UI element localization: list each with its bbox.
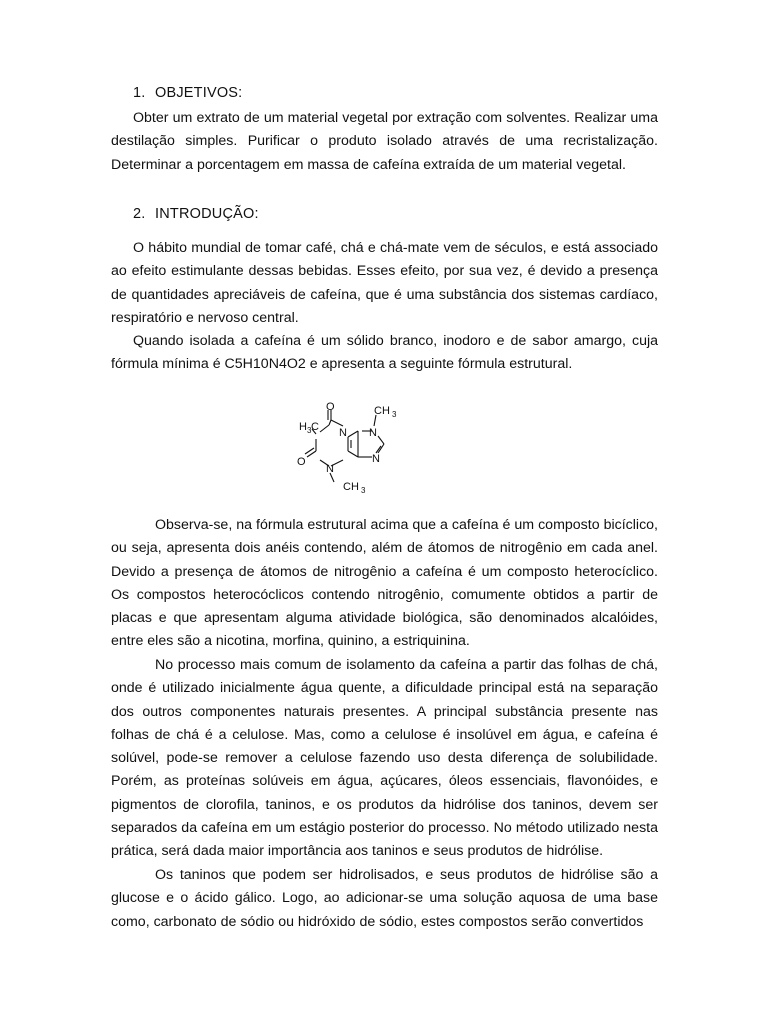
nitrogen-3: N <box>326 463 334 475</box>
nitrogen-9: N <box>372 453 380 465</box>
methyl-bottom-ch: CH <box>343 481 359 493</box>
section-2-title: INTRODUÇÃO: <box>155 206 259 222</box>
nitrogen-7: N <box>369 427 377 439</box>
methyl-top-ch: CH <box>374 405 390 417</box>
nitrogen-1: N <box>339 427 347 439</box>
intro-paragraph-1: O hábito mundial de tomar café, chá e chá-mate vem de séculos, e está associado ao efeito estimulante dessas bebidas. Esses efeito, por sua vez, é devido a presença de quantidades apreciáveis de cafeína, que é uma substância dos sistemas cardíaco, respiratório e nervoso central. <box>111 240 658 326</box>
intro-paragraph-5: Os taninos que podem ser hidrolisados, e seus produtos de hidrólise são a glucose e o ácido gálico. Logo, ao adicionar-se uma solução aquosa de uma base como, carbonato de sódio ou hidróxido de sódio, estes compostos serão convertidos <box>111 867 658 930</box>
section-2-number: 2. <box>133 206 146 222</box>
caffeine-structural-formula <box>296 398 426 498</box>
section-1-number: 1. <box>133 85 146 101</box>
intro-paragraph-3: Observa-se, na fórmula estrutural acima que a cafeína é um composto bicíclico, ou seja, apresenta dois anéis contendo, além de átomos de nitrogênio em cada anel. Devido a presença de átomos de nitrogênio a cafeína é um composto heterocíclico. Os compostos heterocóclicos contendo nitrogênio, comumente obtidos a partir de placas e que apresentam alguma atividade biológica, são denominados alcalóides, entre eles são a nicotina, morfina, quinino, a estriquinina. <box>111 517 658 650</box>
intro-paragraph-2: Quando isolada a cafeína é um sólido branco, inodoro e de sabor amargo, cuja fórmula mínima é C5H10N4O2 e apresenta a seguinte fórmula estrutural. <box>111 333 658 373</box>
objectives-paragraph: Obter um extrato de um material vegetal por extração com solventes. Realizar uma destilação simples. Purificar o produto isolado através de uma recristalização. Determinar a porcentagem em massa de cafeína extraída de um material vegetal. <box>111 110 658 173</box>
intro-paragraph-4: No processo mais comum de isolamento da cafeína a partir das folhas de chá, onde é utilizado inicialmente água quente, a dificuldade principal está na separação dos outros componentes naturais presentes. A principal substância presente nas folhas de chá é a celulose. Mas, como a celulose é insolúvel em água, e cafeína é solúvel, pode-se remover a celulose fazendo uso desta diferença de solubilidade. Porém, as proteínas solúveis em água, açúcares, óleos essenciais, flavonóides, e pigmentos de clorofila, taninos, e os produtos da hidrólise dos taninos, devem ser separados da cafeína em um estágio posterior do processo. No método utilizado nesta prática, será dada maior importância aos taninos e seus produtos de hidrólise. <box>111 657 658 860</box>
methyl-left-c: C <box>311 421 319 433</box>
section-1-heading <box>133 85 242 101</box>
methyl-bottom-subscript: 3 <box>361 486 366 495</box>
methyl-left-subscript: 3 <box>307 426 312 435</box>
carbonyl-oxygen-top: O <box>326 401 335 413</box>
section-1-title: OBJETIVOS: <box>155 85 243 101</box>
methyl-top-subscript: 3 <box>392 410 397 419</box>
methyl-left-h: H <box>299 421 307 433</box>
carbonyl-oxygen-left: O <box>297 456 306 468</box>
section-2-heading <box>133 206 259 222</box>
